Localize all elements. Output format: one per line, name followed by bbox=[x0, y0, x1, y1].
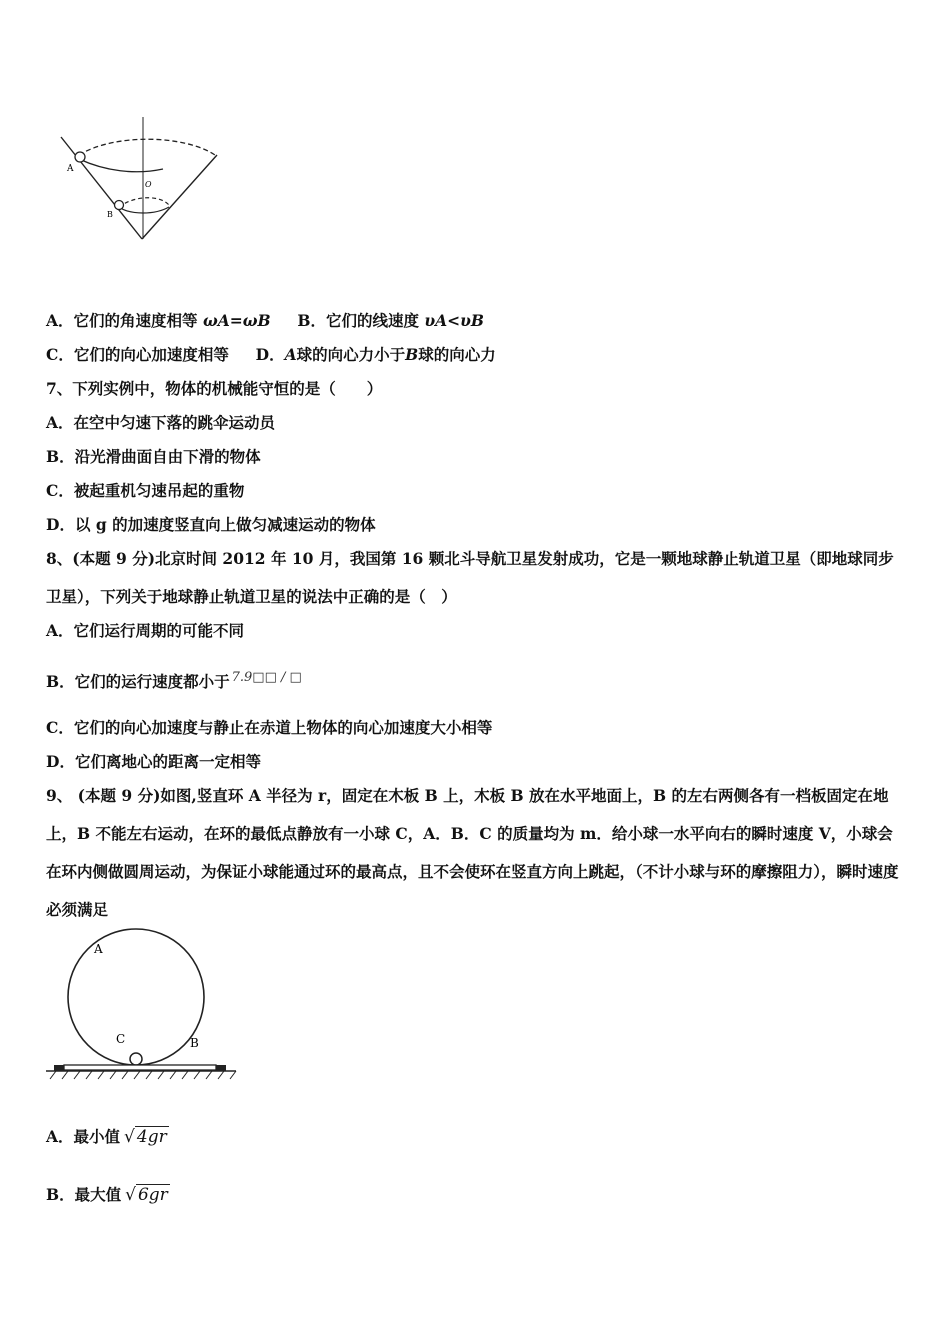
orbit-b-top bbox=[119, 198, 169, 207]
ball-a bbox=[75, 152, 85, 162]
board-b bbox=[64, 1065, 216, 1070]
q6-option-d-b: B bbox=[405, 345, 419, 364]
label-o: O bbox=[145, 180, 152, 189]
q6-option-a-b bbox=[46, 311, 484, 331]
label-b: B bbox=[107, 210, 113, 219]
q6-option-d-suffix: 球的向心力 bbox=[418, 345, 496, 364]
q6-option-c: C．它们的向心加速度相等 bbox=[46, 345, 229, 364]
q8-option-b bbox=[46, 668, 302, 692]
q9-option-b-text: B．最大值 bbox=[46, 1185, 122, 1204]
q8-option-a: A．它们运行周期的可能不同 bbox=[46, 621, 245, 640]
stop-left bbox=[54, 1065, 64, 1071]
q6-option-a: A．它们的角速度相等 bbox=[46, 311, 198, 330]
q9-option-a bbox=[46, 1124, 169, 1150]
q6-option-c-d bbox=[46, 345, 496, 365]
q6-option-b-formula: υA<υB bbox=[424, 311, 485, 330]
stop-right bbox=[216, 1065, 226, 1071]
cone-right-side bbox=[142, 155, 217, 239]
q9-option-a-radicand: 4gr bbox=[136, 1127, 167, 1147]
label-ring-a: A bbox=[94, 942, 103, 956]
sqrt-icon: √ 6gr bbox=[125, 1185, 168, 1205]
cone-left-side bbox=[61, 137, 142, 239]
label-ball-c: C bbox=[116, 1032, 126, 1046]
ring-a bbox=[68, 929, 204, 1065]
q7-option-d: D．以 g 的加速度竖直向上做匀减速运动的物体 bbox=[46, 515, 376, 534]
q8-option-d: D．它们离地心的距离一定相等 bbox=[46, 752, 261, 771]
q6-option-d-a: A bbox=[284, 345, 297, 364]
ball-b bbox=[115, 201, 124, 210]
q8-option-b-value: 7.9□□ / □ bbox=[231, 670, 302, 685]
q6-option-b: B．它们的线速度 bbox=[297, 311, 419, 330]
q7-option-b: B．沿光滑曲面自由下滑的物体 bbox=[46, 447, 261, 466]
q9-option-b-radicand: 6gr bbox=[137, 1185, 168, 1205]
ball-c bbox=[130, 1053, 142, 1065]
q9-stem: 9、 (本题 9 分)如图,竖直环 A 半径为 r，固定在木板 B 上，木板 B 放在水平地面上，B 的左右两侧各有一档板固定在地上，B 不能左右运动，在环的最低点静放有一小球 C，A．B．C 的质量均为 m．给小球一水平向右的瞬时速度 V，小球会在环内侧做圆周运动，为保证小球能通过环的最高点，且不会使环在竖直方向上跳起，（不计小球与环的摩擦阻力），瞬时速度必须满足 bbox=[46, 786, 899, 919]
q6-option-d-prefix: D． bbox=[255, 345, 285, 364]
orbit-a-bottom bbox=[79, 159, 163, 172]
ground-hatching bbox=[50, 1071, 236, 1079]
q8-option-b-text: B．它们的运行速度都小于 bbox=[46, 672, 230, 691]
q7-option-c: C．被起重机匀速吊起的重物 bbox=[46, 481, 245, 500]
q7-stem: 7、下列实例中，物体的机械能守恒的是（ ） bbox=[46, 379, 383, 398]
q7-option-a: A．在空中匀速下落的跳伞运动员 bbox=[46, 413, 276, 432]
q8-stem: 8、(本题 9 分)北京时间 2012 年 10 月，我国第 16 颗北斗导航卫星发射成功，它是一颗地球静止轨道卫星（即地球同步卫星），下列关于地球静止轨道卫星的说法中正确的是（ ） bbox=[46, 549, 894, 606]
q9-option-b bbox=[46, 1182, 170, 1208]
sqrt-icon: √ 4gr bbox=[124, 1127, 167, 1147]
cone-figure bbox=[55, 115, 225, 245]
label-a: A bbox=[67, 164, 74, 174]
q8-option-c: C．它们的向心加速度与静止在赤道上物体的向心加速度大小相等 bbox=[46, 718, 493, 737]
orbit-a-top bbox=[79, 139, 215, 155]
orbit-b-bottom bbox=[119, 207, 169, 213]
label-board-b: B bbox=[190, 1036, 199, 1050]
q6-option-a-formula: ωA=ωB bbox=[202, 311, 271, 330]
ring-figure bbox=[44, 925, 239, 1083]
q9-option-a-text: A．最小值 bbox=[46, 1127, 121, 1146]
q6-option-d-mid: 球的向心力小于 bbox=[296, 345, 406, 364]
